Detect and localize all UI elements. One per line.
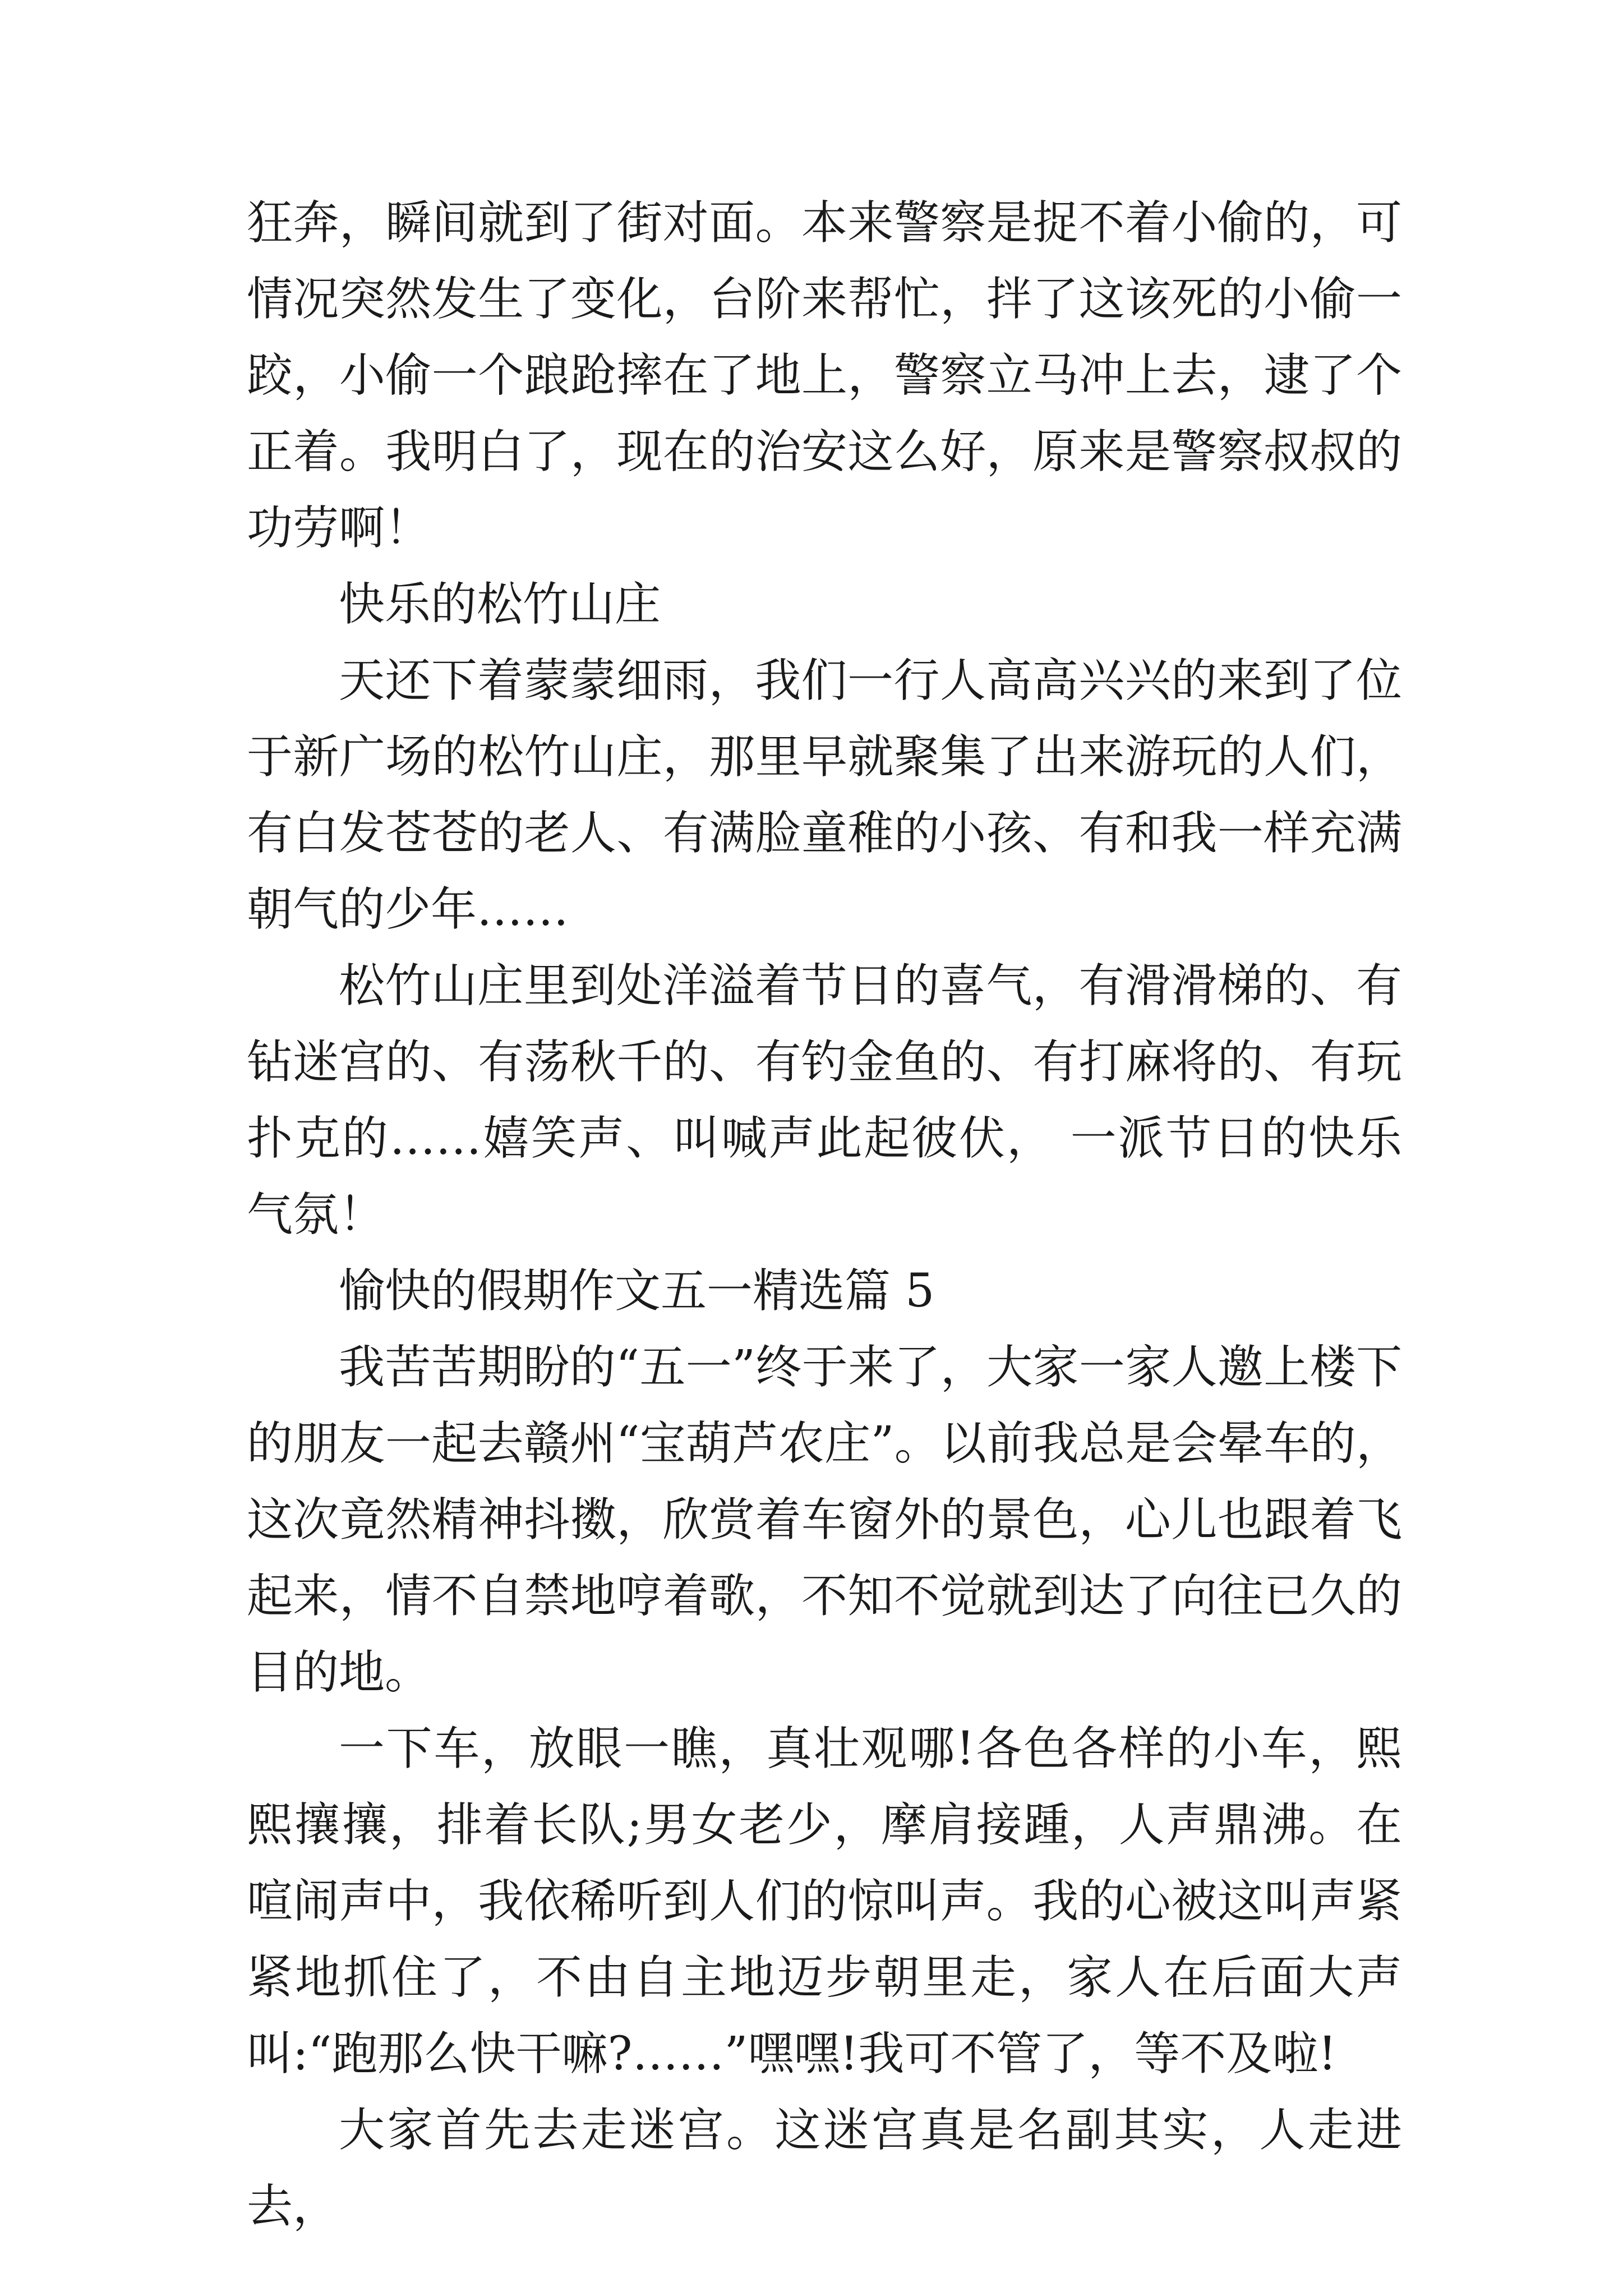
document-body <box>247 185 1402 2245</box>
paragraph: 天还下着蒙蒙细雨，我们一行人高高兴兴的来到了位于新广场的松竹山庄，那里早就聚集了出来游玩的人们，有白发苍苍的老人、有满脸童稚的小孩、有和我一样充满朝气的少年…… <box>247 654 1402 936</box>
paragraph: 大家首先去走迷宫。这迷宫真是名副其实，人走进去， <box>247 2104 1402 2233</box>
section-heading: 愉快的假期作文五一精选篇 5 <box>339 1264 935 1318</box>
paragraph: 我苦苦期盼的“五一”终于来了，大家一家人邀上楼下的朋友一起去赣州“宝葫芦农庄”。以前我总是会晕车的，这次竟然精神抖擞，欣赏着车窗外的景色，心儿也跟着飞起来，情不自禁地哼着歌，不知不觉就到达了向往已久的目的地。 <box>247 1341 1402 1699</box>
paragraph-continued: 狂奔，瞬间就到了街对面。本来警察是捉不着小偷的，可情况突然发生了变化，台阶来帮忙，拌了这该死的小偷一跤，小偷一个踉跄摔在了地上，警察立马冲上去，逮了个正着。我明白了，现在的治安这么好，原来是警察叔叔的功劳啊！ <box>247 196 1402 555</box>
paragraph: 一下车，放眼一瞧，真壮观哪!各色各样的小车，熙熙攘攘，排着长队;男女老少，摩肩接踵，人声鼎沸。在喧闹声中，我依稀听到人们的惊叫声。我的心被这叫声紧紧地抓住了，不由自主地迈步朝里走，家人在后面大声叫:“跑那么快干嘛?……”嘿嘿!我可不管了，等不及啦! <box>247 1722 1402 2081</box>
section-heading: 快乐的松竹山庄 <box>339 578 661 631</box>
paragraph: 松竹山庄里到处洋溢着节日的喜气，有滑滑梯的、有钻迷宫的、有荡秋千的、有钓金鱼的、有打麻将的、有玩扑克的……嬉笑声、叫喊声此起彼伏， 一派节日的快乐气氛！ <box>247 959 1402 1241</box>
